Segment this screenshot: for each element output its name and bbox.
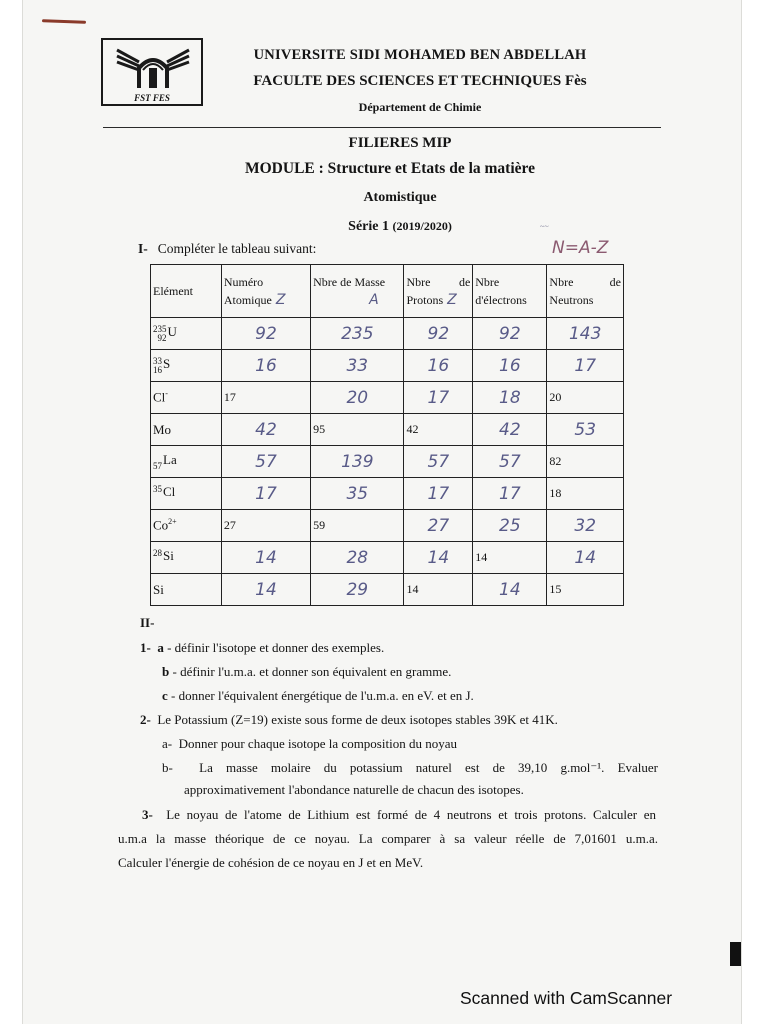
cell-a: 28 xyxy=(311,542,404,574)
cell-z: 14 xyxy=(221,574,310,606)
table-row xyxy=(151,446,624,478)
camscanner-watermark: Scanned with CamScanner xyxy=(460,988,673,1008)
cell-a: 35 xyxy=(311,478,404,510)
element-symbol-cell: 35 Cl xyxy=(151,478,222,510)
cell-n: 143 xyxy=(547,318,624,350)
table-row xyxy=(151,574,624,606)
cell-p: 17 xyxy=(404,478,473,510)
table-row xyxy=(151,414,624,446)
cell-a: 139 xyxy=(311,446,404,478)
element-symbol-cell: 33 16 S xyxy=(151,350,222,382)
cell-p: 92 xyxy=(404,318,473,350)
cell-e: 16 xyxy=(473,350,547,382)
question-2-3-line1: 3- Le noyau de l'atome de Lithium est formé de 4 neutrons et trois protons. Calculer en xyxy=(142,807,657,822)
header-element: Elément xyxy=(151,265,222,318)
table-row xyxy=(151,382,624,414)
question-2-2b-line2: approximativement l'abondance naturelle de chacun des isotopes. xyxy=(184,782,524,797)
cell-n: 14 xyxy=(547,542,624,574)
pencil-marks: ~~ xyxy=(540,222,549,231)
cell-n: 53 xyxy=(547,414,624,446)
cell-e: 14 xyxy=(473,542,547,574)
cell-z: 92 xyxy=(221,318,310,350)
cell-a: 59 xyxy=(311,510,404,542)
question-2-1b: b - définir l'u.m.a. et donner son équivalent en gramme. xyxy=(162,664,452,679)
question-2-2b-line1: b- La masse molaire du potassium naturel est de 39,10 g.mol⁻¹. Evaluer xyxy=(162,760,658,775)
handwritten-formula: N=A-Z xyxy=(552,238,609,258)
logo-text: FST FES xyxy=(134,93,170,103)
cell-n: 18 xyxy=(547,478,624,510)
header-divider xyxy=(103,127,661,128)
question-2-2a: a- Donner pour chaque isotope la composition du noyau xyxy=(162,736,457,751)
cell-z: 16 xyxy=(221,350,310,382)
element-symbol-cell: Mo xyxy=(151,414,222,446)
header-atomic-number: Numéro Atomique Z xyxy=(221,265,310,318)
cell-n: 82 xyxy=(547,446,624,478)
question-2-1a: 1- a - définir l'isotope et donner des exemples. xyxy=(140,640,385,655)
element-symbol-cell: 235 92 U xyxy=(151,318,222,350)
header-mass-number: Nbre de Masse A xyxy=(311,265,404,318)
cell-a: 95 xyxy=(311,414,404,446)
cell-a: 20 xyxy=(311,382,404,414)
question-1-instruction: Compléter le tableau suivant: xyxy=(157,241,317,256)
header-protons-z-handwritten: Z xyxy=(447,292,457,308)
university-name: UNIVERSITE SIDI MOHAMED BEN ABDELLAH xyxy=(253,47,587,63)
element-symbol-cell: 28 Si xyxy=(151,542,222,574)
header-a-handwritten: A xyxy=(369,292,379,308)
filieres-title: FILIERES MIP xyxy=(348,135,452,151)
cell-n: 15 xyxy=(547,574,624,606)
logo-emblem-icon xyxy=(109,44,197,92)
subject-title: Atomistique xyxy=(363,190,437,205)
cell-a: 33 xyxy=(311,350,404,382)
cell-p: 17 xyxy=(404,382,473,414)
serie-label: Série 1 xyxy=(348,219,389,234)
cell-z: 14 xyxy=(221,542,310,574)
element-symbol-cell: Si xyxy=(151,574,222,606)
table-row xyxy=(151,350,624,382)
header-neutrons: Nbre de Neutrons xyxy=(547,265,624,318)
cell-z: 17 xyxy=(221,382,310,414)
table-row xyxy=(151,478,624,510)
cell-e: 18 xyxy=(473,382,547,414)
cell-e: 57 xyxy=(473,446,547,478)
cell-p: 27 xyxy=(404,510,473,542)
question-2-3-line2: u.m.a la masse théorique de ce noyau. La comparer à sa valeur réelle de 7,01601 u.m.a. xyxy=(118,831,658,846)
cell-z: 17 xyxy=(221,478,310,510)
element-symbol-cell: Cl- xyxy=(151,382,222,414)
faculty-name: FACULTE DES SCIENCES ET TECHNIQUES Fès xyxy=(253,73,587,89)
cell-e: 17 xyxy=(473,478,547,510)
cell-p: 14 xyxy=(404,542,473,574)
cell-e: 25 xyxy=(473,510,547,542)
cell-e: 92 xyxy=(473,318,547,350)
section-2-number: II- xyxy=(140,615,155,630)
faculty-logo xyxy=(101,38,203,106)
cell-p: 14 xyxy=(404,574,473,606)
header-z-handwritten: Z xyxy=(275,292,286,308)
header-electrons: Nbre d'électrons xyxy=(473,265,547,318)
cell-n: 17 xyxy=(547,350,624,382)
question-1-number: I- xyxy=(138,241,148,256)
cell-p: 16 xyxy=(404,350,473,382)
header-protons: Nbre de Protons Z xyxy=(404,265,473,318)
cell-n: 20 xyxy=(547,382,624,414)
cell-a: 29 xyxy=(311,574,404,606)
question-2-1c: c - donner l'équivalent énergétique de l'u.m.a. en eV. et en J. xyxy=(162,688,474,703)
cell-z: 27 xyxy=(221,510,310,542)
table-row xyxy=(151,318,624,350)
element-symbol-cell: $Co^{2+}$ xyxy=(151,510,222,542)
cell-a: 235 xyxy=(311,318,404,350)
cell-e: 14 xyxy=(473,574,547,606)
scan-edge-mark xyxy=(730,942,741,966)
question-1 xyxy=(138,241,316,257)
table-header-row xyxy=(151,265,624,318)
element-symbol-cell: 57 La xyxy=(151,446,222,478)
cell-p: 42 xyxy=(404,414,473,446)
cell-n: 32 xyxy=(547,510,624,542)
question-2-2: 2- Le Potassium (Z=19) existe sous forme de deux isotopes stables 39K et 41K. xyxy=(140,712,558,727)
isotope-table xyxy=(150,264,624,606)
table-row xyxy=(151,510,624,542)
table-row xyxy=(151,542,624,574)
cell-z: 42 xyxy=(221,414,310,446)
module-title: MODULE : Structure et Etats de la matière xyxy=(245,160,535,177)
cell-z: 57 xyxy=(221,446,310,478)
question-2-3-line3: Calculer l'énergie de cohésion de ce noyau en J et en MeV. xyxy=(118,855,424,870)
cell-e: 42 xyxy=(473,414,547,446)
department-name: Département de Chimie xyxy=(358,100,482,114)
serie-year: (2019/2020) xyxy=(392,219,452,233)
cell-p: 57 xyxy=(404,446,473,478)
